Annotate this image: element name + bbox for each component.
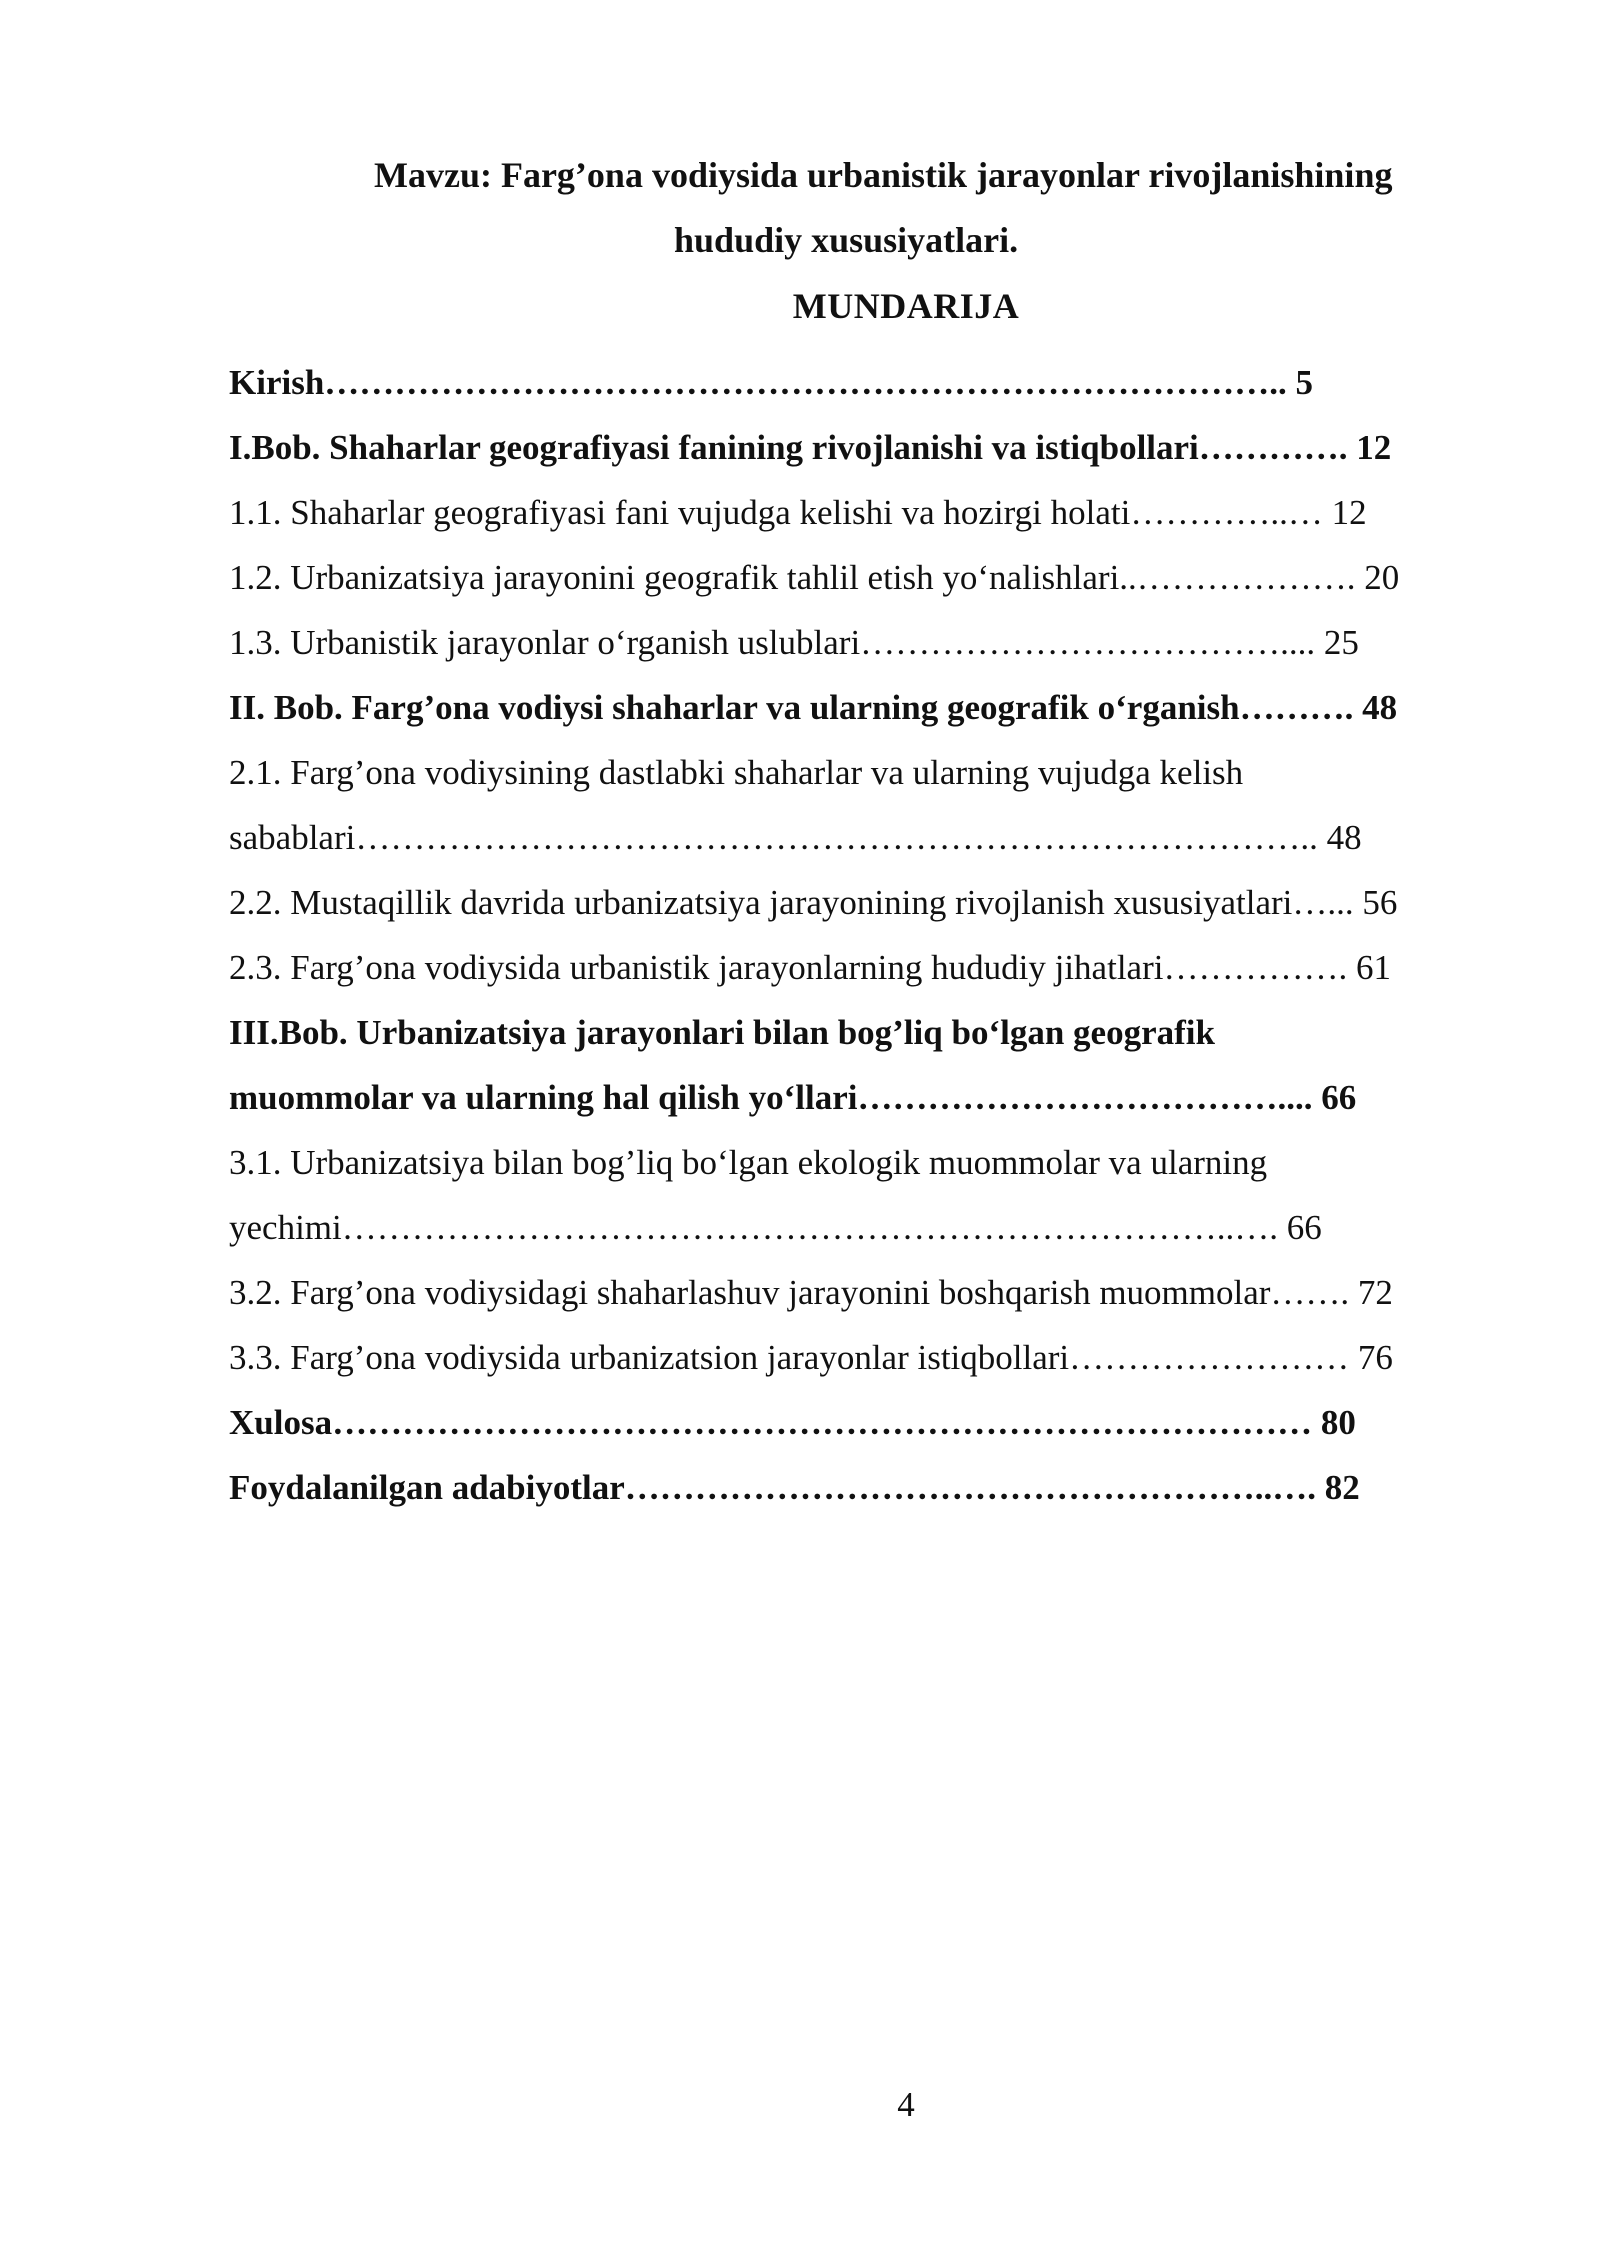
toc-entry: 2.3. Farg’ona vodiysida urbanistik jarayonlarning hududiy jihatlari……………. 61 xyxy=(229,948,1391,987)
toc-entry: muommolar va ularning hal qilish yo‘llari……………………………….... 66 xyxy=(229,1078,1357,1117)
toc-entry: I.Bob. Shaharlar geografiyasi fanining rivojlanishi va istiqbollari…………. 12 xyxy=(229,428,1392,467)
toc-entry: 3.1. Urbanizatsiya bilan bog’liq bo‘lgan ekologik muommolar va ularning xyxy=(229,1143,1268,1182)
toc-entry: 2.2. Mustaqillik davrida urbanizatsiya jarayonining rivojlanish xususiyatlari…... 56 xyxy=(229,883,1398,922)
toc-entry: sabablari……………………………………………………………………….. 48 xyxy=(229,818,1362,857)
document-title-line-1: Mavzu: Farg’ona vodiysida urbanistik jarayonlar rivojlanishining xyxy=(374,155,1393,195)
toc-entry: Xulosa………………………………………………………………………… 80 xyxy=(229,1403,1356,1442)
toc-entry: 1.3. Urbanistik jarayonlar o‘rganish uslublari……………………………….... 25 xyxy=(229,623,1359,662)
toc-entry: 1.2. Urbanizatsiya jarayonini geografik tahlil etish yo‘nalishlari..………………. 20 xyxy=(229,558,1400,597)
page-number: 4 xyxy=(897,2085,915,2124)
toc-entry: 3.2. Farg’ona vodiysidagi shaharlashuv jarayonini boshqarish muommolar……. 72 xyxy=(229,1273,1393,1312)
toc-entry: 1.1. Shaharlar geografiyasi fani vujudga kelishi va hozirgi holati…………..… 12 xyxy=(229,493,1367,532)
toc-entry: 3.3. Farg’ona vodiysida urbanizatsion jarayonlar istiqbollari…………………… 76 xyxy=(229,1338,1393,1377)
toc-entry: Kirish……………………………………………………………………….. 5 xyxy=(229,363,1314,402)
toc-entry: Foydalanilgan adabiyotlar………………………………………………..…. 82 xyxy=(229,1468,1360,1507)
toc-heading: MUNDARIJA xyxy=(792,286,1020,326)
toc-entry: III.Bob. Urbanizatsiya jarayonlari bilan bog’liq bo‘lgan geografik xyxy=(229,1013,1215,1052)
toc-entry: yechimi…………………………………………………………………..…. 66 xyxy=(229,1208,1322,1247)
table-of-contents xyxy=(229,350,1487,1520)
toc-entry: 2.1. Farg’ona vodiysining dastlabki shaharlar va ularning vujudga kelish xyxy=(229,753,1244,792)
document-title-line-2: hududiy xususiyatlari. xyxy=(674,220,1019,260)
toc-entry: II. Bob. Farg’ona vodiysi shaharlar va ularning geografik o‘rganish………. 48 xyxy=(229,688,1398,727)
